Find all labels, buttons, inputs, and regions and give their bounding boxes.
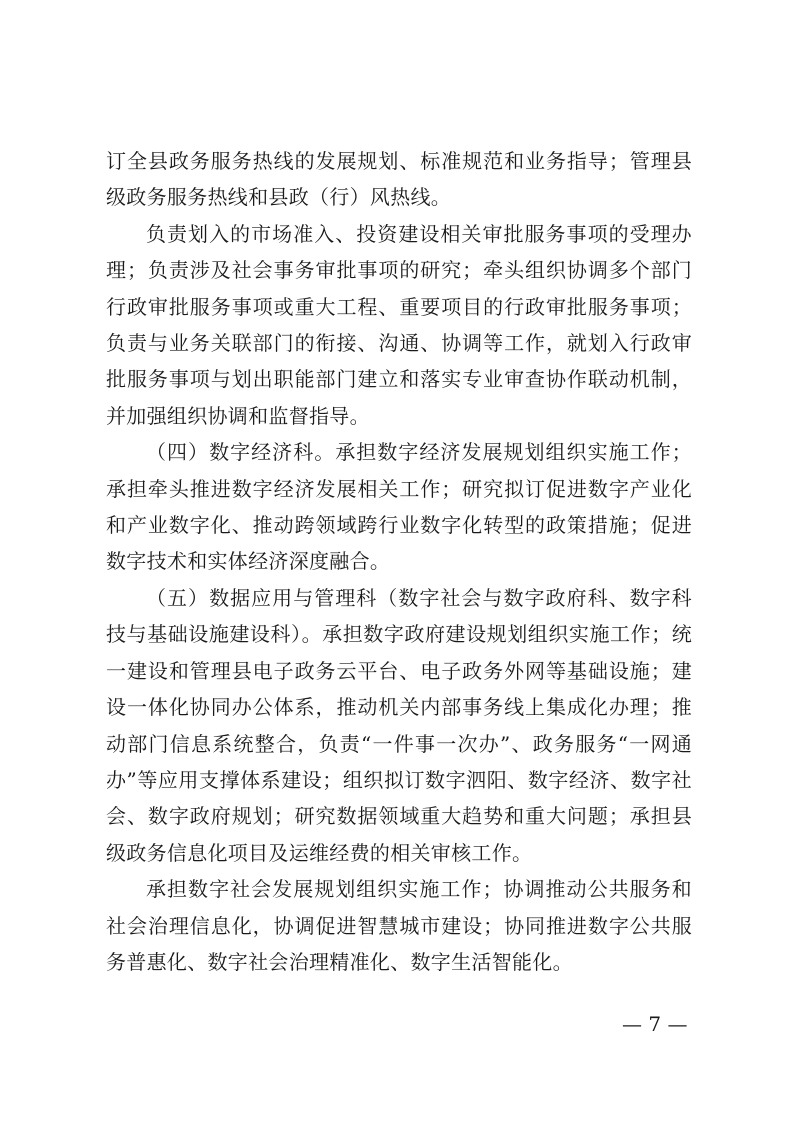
paragraph-digital-society: 承担数字社会发展规划组织实施工作；协调推动公共服务和社会治理信息化，协调促进智慧城市建设；协同推进数字公共服务普惠化、数字社会治理精准化、数字生活智能化。	[106, 877, 692, 974]
paragraph-hotline-continued: 订全县政务服务热线的发展规划、标准规范和业务指导；管理县级政务服务热线和县政（行）风热线。	[106, 149, 692, 210]
page-number: — 7 —	[622, 1012, 688, 1036]
paragraph-approval-services: 负责划入的市场准入、投资建设相关审批服务事项的受理办理；负责涉及社会事务审批事项的研究；牵头组织协调多个部门行政审批服务事项或重大工程、重要项目的行政审批服务事项；负责与业务关联部门的衔接、沟通、协调等工作，就划入行政审批服务事项与划出职能部门建立和落实专业审查协作联动机制，并加强组织协调和监督指导。	[106, 221, 692, 428]
paragraph-data-application-section: （五）数据应用与管理科（数字社会与数字政府科、数字科技与基础设施建设科）。承担数字政府建设规划组织实施工作；统一建设和管理县电子政务云平台、电子政务外网等基础设施；建设一体化协同办公体系，推动机关内部事务线上集成化办理；推动部门信息系统整合，负责“一件事一次办”、政务服务“一网通办”等应用支撑体系建设；组织拟订数字泗阳、数字经济、数字社会、数字政府规划；研究数据领域重大趋势和重大问题；承担县级政务信息化项目及运维经费的相关审核工作。	[106, 585, 692, 865]
body-text	[106, 143, 692, 980]
paragraph-digital-economy-section: （四）数字经济科。承担数字经济发展规划组织实施工作；承担牵头推进数字经济发展相关工作；研究拟订促进数字产业化和产业数字化、推动跨领域跨行业数字化转型的政策措施；促进数字技术和实体经济深度融合。	[106, 440, 692, 574]
